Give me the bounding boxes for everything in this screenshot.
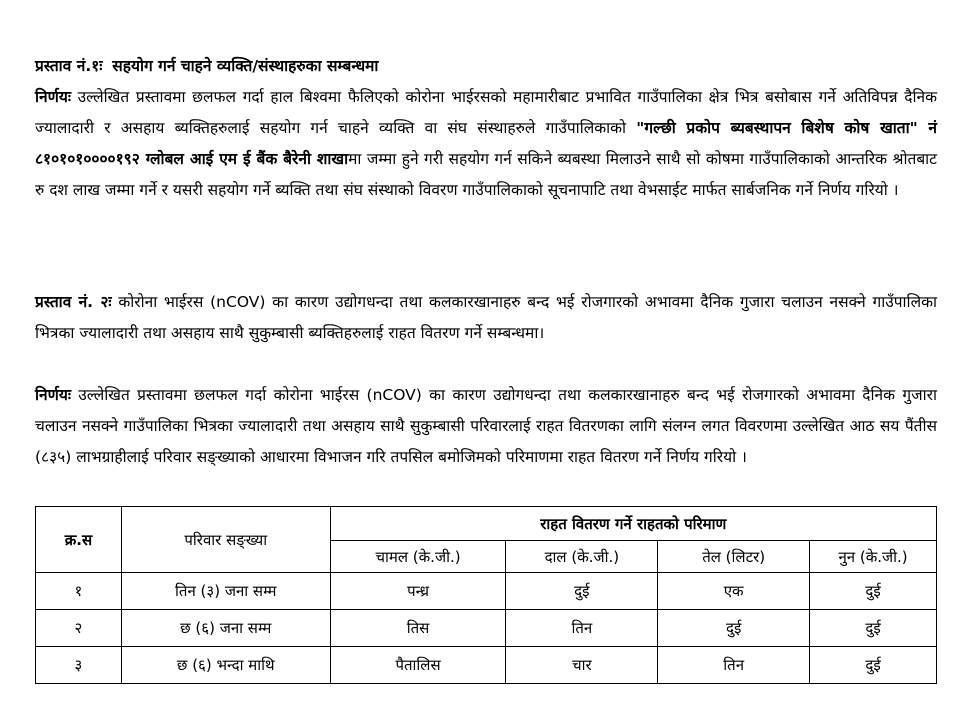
- cell-sn: १: [36, 573, 122, 610]
- cell-rice: तिस: [330, 610, 506, 647]
- cell-family: छ (६) भन्दा माथि: [121, 647, 330, 684]
- cell-salt: दुई: [810, 573, 937, 610]
- cell-salt: दुई: [810, 647, 937, 684]
- decision1-text-part1: उल्लेखित प्रस्तावमा छलफल गर्दा हाल बिश्वमा फैलिएको कोरोना भाईरसको महामारीबाट प्रभावित गाउँपालिका क्षेत्र भित्र बसोबास गर्ने अतिविपन्न दैनिक ज्यालादारी र असहाय ब्यक्तिहरुलाई सहयोग गर्न चाहने व्यक्ति वा संघ संस्थाहरुले गाउँपालिकाको: [35, 88, 937, 137]
- cell-oil: दुई: [658, 610, 810, 647]
- cell-family: छ (६) जना सम्म: [121, 610, 330, 647]
- header-serial-number: क्र.स: [36, 507, 122, 573]
- decision2-text: उल्लेखित प्रस्तावमा छलफल गर्दा कोरोना भाईरस (nCOV) का कारण उद्योगधन्दा तथा कलकारखानाहरु बन्द भई रोजगारको अभावमा दैनिक गुजारा चलाउन नसक्ने गाउँपालिका भित्रका ज्यालादारी तथा असहाय साथै सुकुम्बासी परिवारलाई राहत वितरणका लागि संलग्न लगत विवरणमा उल्लेखित आठ सय पैंतीस (८३५) लाभग्राहीलाई परिवार सङ्ख्याको आधारमा विभाजन गरि तपसिल बमोजिमको परिमाणमा राहत वितरण गर्ने निर्णय गरियो ।: [35, 386, 937, 466]
- fund-account-name: "गल्छी प्रकोप ब्यबस्थापन बिशेष कोष खाता" नं ८१०१०१००००१९२ ग्लोबल आई एम ई बैंक बैरेनी शाखा: [35, 119, 937, 168]
- relief-distribution-table: [35, 506, 937, 684]
- proposal2-title: कोरोना भाईरस (nCOV) का कारण उद्योगधन्दा तथा कलकारखानाहरु बन्द भई रोजगारको अभावमा दैनिक गुजारा चलाउन नसक्ने गाउँपालिका भित्रका ज्यालादारी तथा असहाय साथै सुकुम्बासी ब्यक्तिहरुलाई राहत वितरण गर्ने सम्बन्धमा।: [35, 293, 937, 342]
- header-salt: नुन (के.जी.): [810, 541, 937, 573]
- cell-rice: पन्ध्र: [330, 573, 506, 610]
- decision2-label: निर्णयः: [35, 386, 71, 404]
- decision1-text-part2: मा जम्मा हुने गरी सहयोग गर्न सकिने ब्यबस्था मिलाउने साथै सो कोषमा गाउँपालिकाको आन्तरिक श्रोतबाट रु दश लाख जम्मा गर्ने र यसरी सहयोग गर्ने ब्यक्ति तथा संघ संस्थाको विवरण गाउँपालिकाको सूचनापाटि तथा वेभसाईट मार्फत सार्बजनिक गर्ने निर्णय गरियो ।: [35, 150, 937, 199]
- header-family-size: परिवार सङ्ख्या: [121, 507, 330, 573]
- header-lentil: दाल (के.जी.): [506, 541, 658, 573]
- cell-sn: ३: [36, 647, 122, 684]
- proposal1-label: प्रस्ताव नं.१ः: [35, 57, 103, 75]
- cell-lentil: चार: [506, 647, 658, 684]
- proposal1-title: सहयोग गर्न चाहने व्यक्ति/संस्थाहरुका सम्बन्धमा: [112, 57, 379, 75]
- table-row: [36, 573, 937, 610]
- cell-oil: तिन: [658, 647, 810, 684]
- cell-rice: पैतालिस: [330, 647, 506, 684]
- proposal1-decision: [35, 82, 937, 206]
- table-row: [36, 647, 937, 684]
- cell-salt: दुई: [810, 610, 937, 647]
- proposal1-heading: [35, 51, 937, 82]
- proposal2-decision: [35, 380, 937, 473]
- decision1-label: निर्णयः: [35, 88, 71, 106]
- proposal2-heading: [35, 287, 937, 349]
- cell-lentil: दुई: [506, 573, 658, 610]
- header-oil: तेल (लिटर): [658, 541, 810, 573]
- proposal2-label: प्रस्ताव नं. २ः: [35, 293, 112, 311]
- cell-sn: २: [36, 610, 122, 647]
- cell-family: तिन (३) जना सम्म: [121, 573, 330, 610]
- cell-oil: एक: [658, 573, 810, 610]
- header-rice: चामल (के.जी.): [330, 541, 506, 573]
- table-row: [36, 610, 937, 647]
- cell-lentil: तिन: [506, 610, 658, 647]
- header-relief-quantity: राहत वितरण गर्ने राहतको परिमाण: [330, 507, 936, 541]
